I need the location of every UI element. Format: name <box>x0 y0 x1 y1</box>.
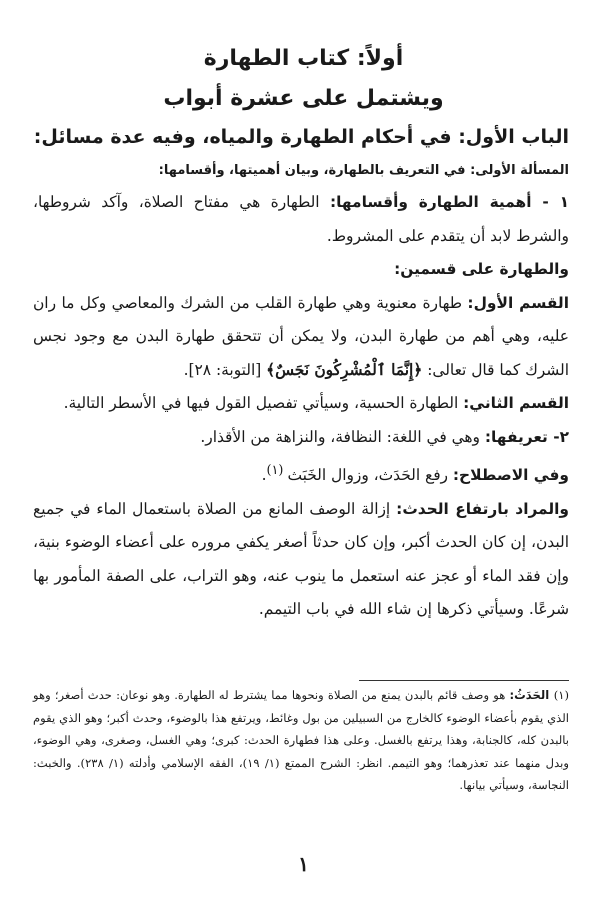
page-number: ١ <box>298 852 309 876</box>
section-one-text: طهارة معنوية وهي طهارة القلب من الشرك والمعاصي وكل ما ران عليه، وهي أهم من طهارة البدن، ولا يمكن أن تتحقق طهارة البدن مع وجود نجس الشرك كما قال تعالى: <box>33 293 569 379</box>
division-label: والطهارة على قسمين: <box>394 260 569 278</box>
paragraph-definition-term <box>33 454 569 493</box>
section-two-text: الطهارة الحسية، وسيأتي تفصيل القول فيها في الأسطر التالية. <box>63 394 464 412</box>
footnote-mark: (١) <box>266 463 288 478</box>
term-text: رفع الحَدَث، وزوال الخَبَث <box>287 466 453 485</box>
footnote-text: هو وصف قائم بالبدن يمنع من الصلاة ونحوها مما يشترط له الطهارة. وهو نوعان: حدث أصغر؛ وهو الذي يقوم بأعضاء الوضوء كالخارج من السبيلين من بول وغائط، ويرتفع هذا بالوضوء، وحدث أكبر؛ وهو الذي يقوم بالبدن كله، كالجنابة، وهذا يرتفع بالغسل. وعلى هذا فطهارة الحدث: كبرى؛ وهي الغسل، وصغرى، وهي الوضوء، وبدل منهما عند تعذرهما؛ وهو التيمم. انظر: الشرح الممتع (١/ ١٩)، الفقه الإسلامي وأدلته (١/ ٢٣٨). والخبث: النجاسة، وسيأتي بيانها. <box>33 688 570 793</box>
paragraph-hadath <box>33 493 569 627</box>
paragraph-importance <box>33 186 569 253</box>
book-title: أولاً: كتاب الطهارة <box>203 46 404 71</box>
footnote-term: الحَدَثُ: <box>509 688 554 702</box>
issue-heading: المسألة الأولى: في التعريف بالطهارة، وبيان أهميتها، وأقسامها: <box>158 163 569 178</box>
section-two-label: القسم الثاني: <box>463 394 569 412</box>
term-label: وفي الاصطلاح: <box>452 466 569 485</box>
verse-reference: [التوبة: ٢٨]. <box>183 360 267 379</box>
quran-verse: ﴿إِنَّمَا ٱلْمُشْرِكُونَ نَجَسٌ﴾ <box>266 360 423 379</box>
footnotes <box>33 684 569 797</box>
definition-text: وهي في اللغة: النظافة، والنزاهة من الأقذار. <box>200 427 485 446</box>
footnote-item <box>33 684 569 797</box>
footnote-divider <box>359 680 569 681</box>
main-text <box>33 186 569 627</box>
paragraph-label: ١ - أهمية الطهارة وأقسامها: <box>329 193 569 211</box>
hadath-label: والمراد بارتفاع الحدث: <box>396 499 569 518</box>
definition-label: ٢- تعريفها: <box>484 427 569 446</box>
division-heading <box>33 253 569 287</box>
paragraph-text: الطهارة هي مفتاح الصلاة، وآكد شروطها، والشرط لابد أن يتقدم على المشروط. <box>33 193 569 245</box>
section-one-label: القسم الأول: <box>467 293 569 312</box>
footnote-number: (١) <box>553 688 570 702</box>
hadath-text: إزالة الوصف المانع من الصلاة باستعمال الماء في جميع البدن، إن كان الحدث أكبر، وإن كان حدثاً أصغر يكفي مروره على أعضاء الوضوء بنية، وإن فقد الماء أو عجز عنه استعمل ما ينوب عنه، وهو التراب، على الصفة المأمور بها شرعًا. وسيأتي ذكرها إن شاء الله في باب التيمم. <box>33 499 569 619</box>
chapter-heading: الباب الأول: في أحكام الطهارة والمياه، وفيه عدة مسائل: <box>33 126 569 148</box>
paragraph-section-two <box>33 387 569 421</box>
book-subtitle: ويشتمل على عشرة أبواب <box>163 86 444 111</box>
paragraph-section-one <box>33 287 569 388</box>
term-end: . <box>261 466 267 485</box>
paragraph-definition-language <box>33 421 569 455</box>
